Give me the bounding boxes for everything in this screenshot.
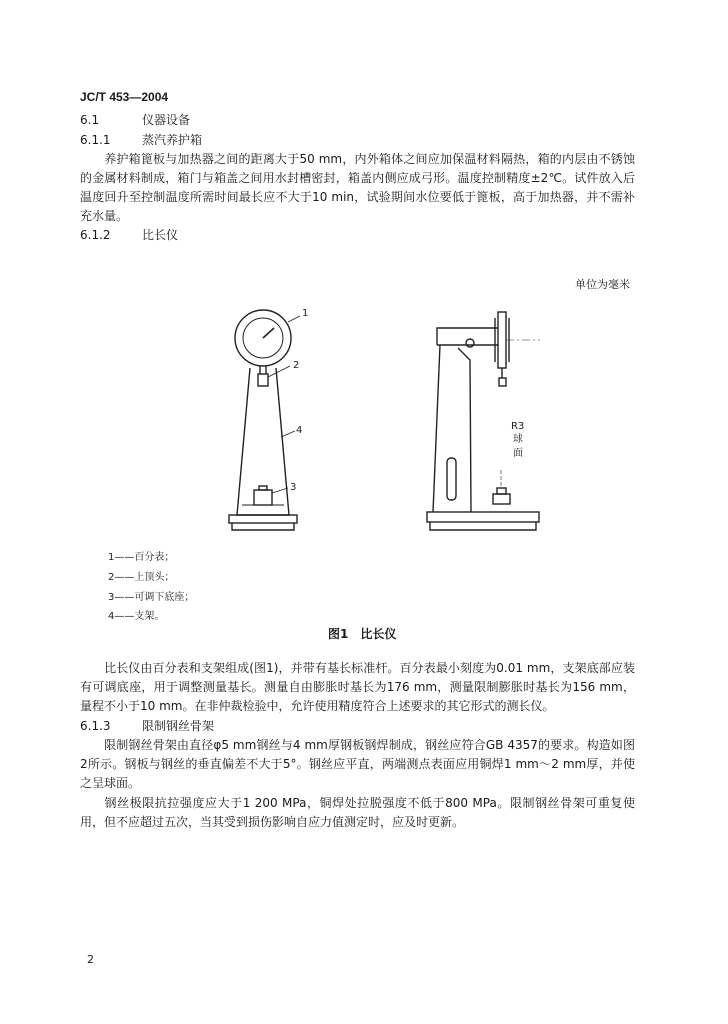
side-base: [427, 512, 539, 522]
paragraph-text: 养护箱篦板与加热器之间的距离大于50 mm，内外箱体之间应加保温材料隔热，箱的内层由不锈蚀的金属材料制成，箱门与箱盖之间用水封槽密封，箱盖内侧应成弓形。温度控制精度±2℃。试件放入后温度回升至控制温度所需时间最长应不大于10 min，试验期间水位要低于篦板，高于加热器，并不需补充水量。: [80, 152, 635, 223]
side-dial: [498, 312, 506, 368]
paragraph-comparator: [80, 659, 635, 716]
callout-3: 3: [290, 482, 297, 493]
section-number: 6.1.3: [80, 719, 111, 733]
front-view: [229, 310, 303, 530]
section-number: 6.1: [80, 113, 100, 127]
paragraph-text: 限制钢丝骨架由直径φ5 mm钢丝与4 mm厚钢板钢焊制成，钢丝应符合GB 4357的要求。构造如图2所示。钢板与钢丝的垂直偏差不大于5°。钢丝应平直，两端测点表面应用铜焊1 mm～2 mm厚，并使之呈球面。: [80, 738, 635, 790]
top-head: [258, 374, 268, 386]
section-number: 6.1.2: [80, 228, 111, 242]
side-arm: [437, 328, 498, 345]
section-title: 仪器设备: [142, 113, 191, 127]
side-label-ball: 球: [513, 434, 523, 445]
section-title: 比长仪: [142, 228, 179, 242]
callout-1: 1: [302, 308, 309, 319]
paragraph-text: 钢丝极限抗拉强度应大于1 200 MPa，铜焊处拉脱强度不低于800 MPa。限制钢丝骨架可重复使用，但不应超过五次，当其受到损伤影响自应力值测定时，应及时更新。: [80, 796, 635, 829]
side-label-r3: R3: [511, 421, 525, 432]
base: [229, 515, 297, 523]
section-title: 蒸汽养护箱: [142, 133, 203, 147]
callout-2: 2: [293, 360, 300, 371]
section-number: 6.1.1: [80, 133, 111, 147]
column-slot: [447, 458, 456, 500]
paragraph-wire-strength: [80, 794, 635, 832]
paragraph-wire-frame: [80, 736, 635, 793]
section-title: 限制钢丝骨架: [142, 719, 215, 733]
side-label-face: 面: [513, 448, 523, 459]
page-number: 2: [87, 953, 94, 966]
callout-4: 4: [296, 425, 303, 436]
standard-code: JC/T 453—2004: [80, 90, 169, 104]
unit-note: 单位为毫米: [575, 278, 630, 291]
stand-frame: [237, 368, 289, 515]
legend-item-top-head: 2——上顶头；: [108, 572, 175, 583]
section-6-1-3-heading: [80, 717, 214, 734]
lower-seat: [254, 490, 272, 505]
paragraph-text: 比长仪由百分表和支架组成(图1)，并带有基长标准杆。百分表最小刻度为0.01 mm，支架底部应装有可调底座，用于调整测量基长。测量自由膨胀时基长为176 mm，测量限制膨胀时基长为156 mm，量程不小于10 mm。在非仲裁检验中，允许使用精度符合上述要求的其它形式的测长仪。: [80, 661, 635, 713]
legend-item-dial-gauge: 1——百分表；: [108, 552, 175, 563]
figure-caption: 图1 比长仪: [328, 627, 397, 641]
legend-item-stand: 4——支架。: [108, 611, 165, 622]
legend-item-lower-seat: 3——可调下底座；: [108, 592, 195, 603]
